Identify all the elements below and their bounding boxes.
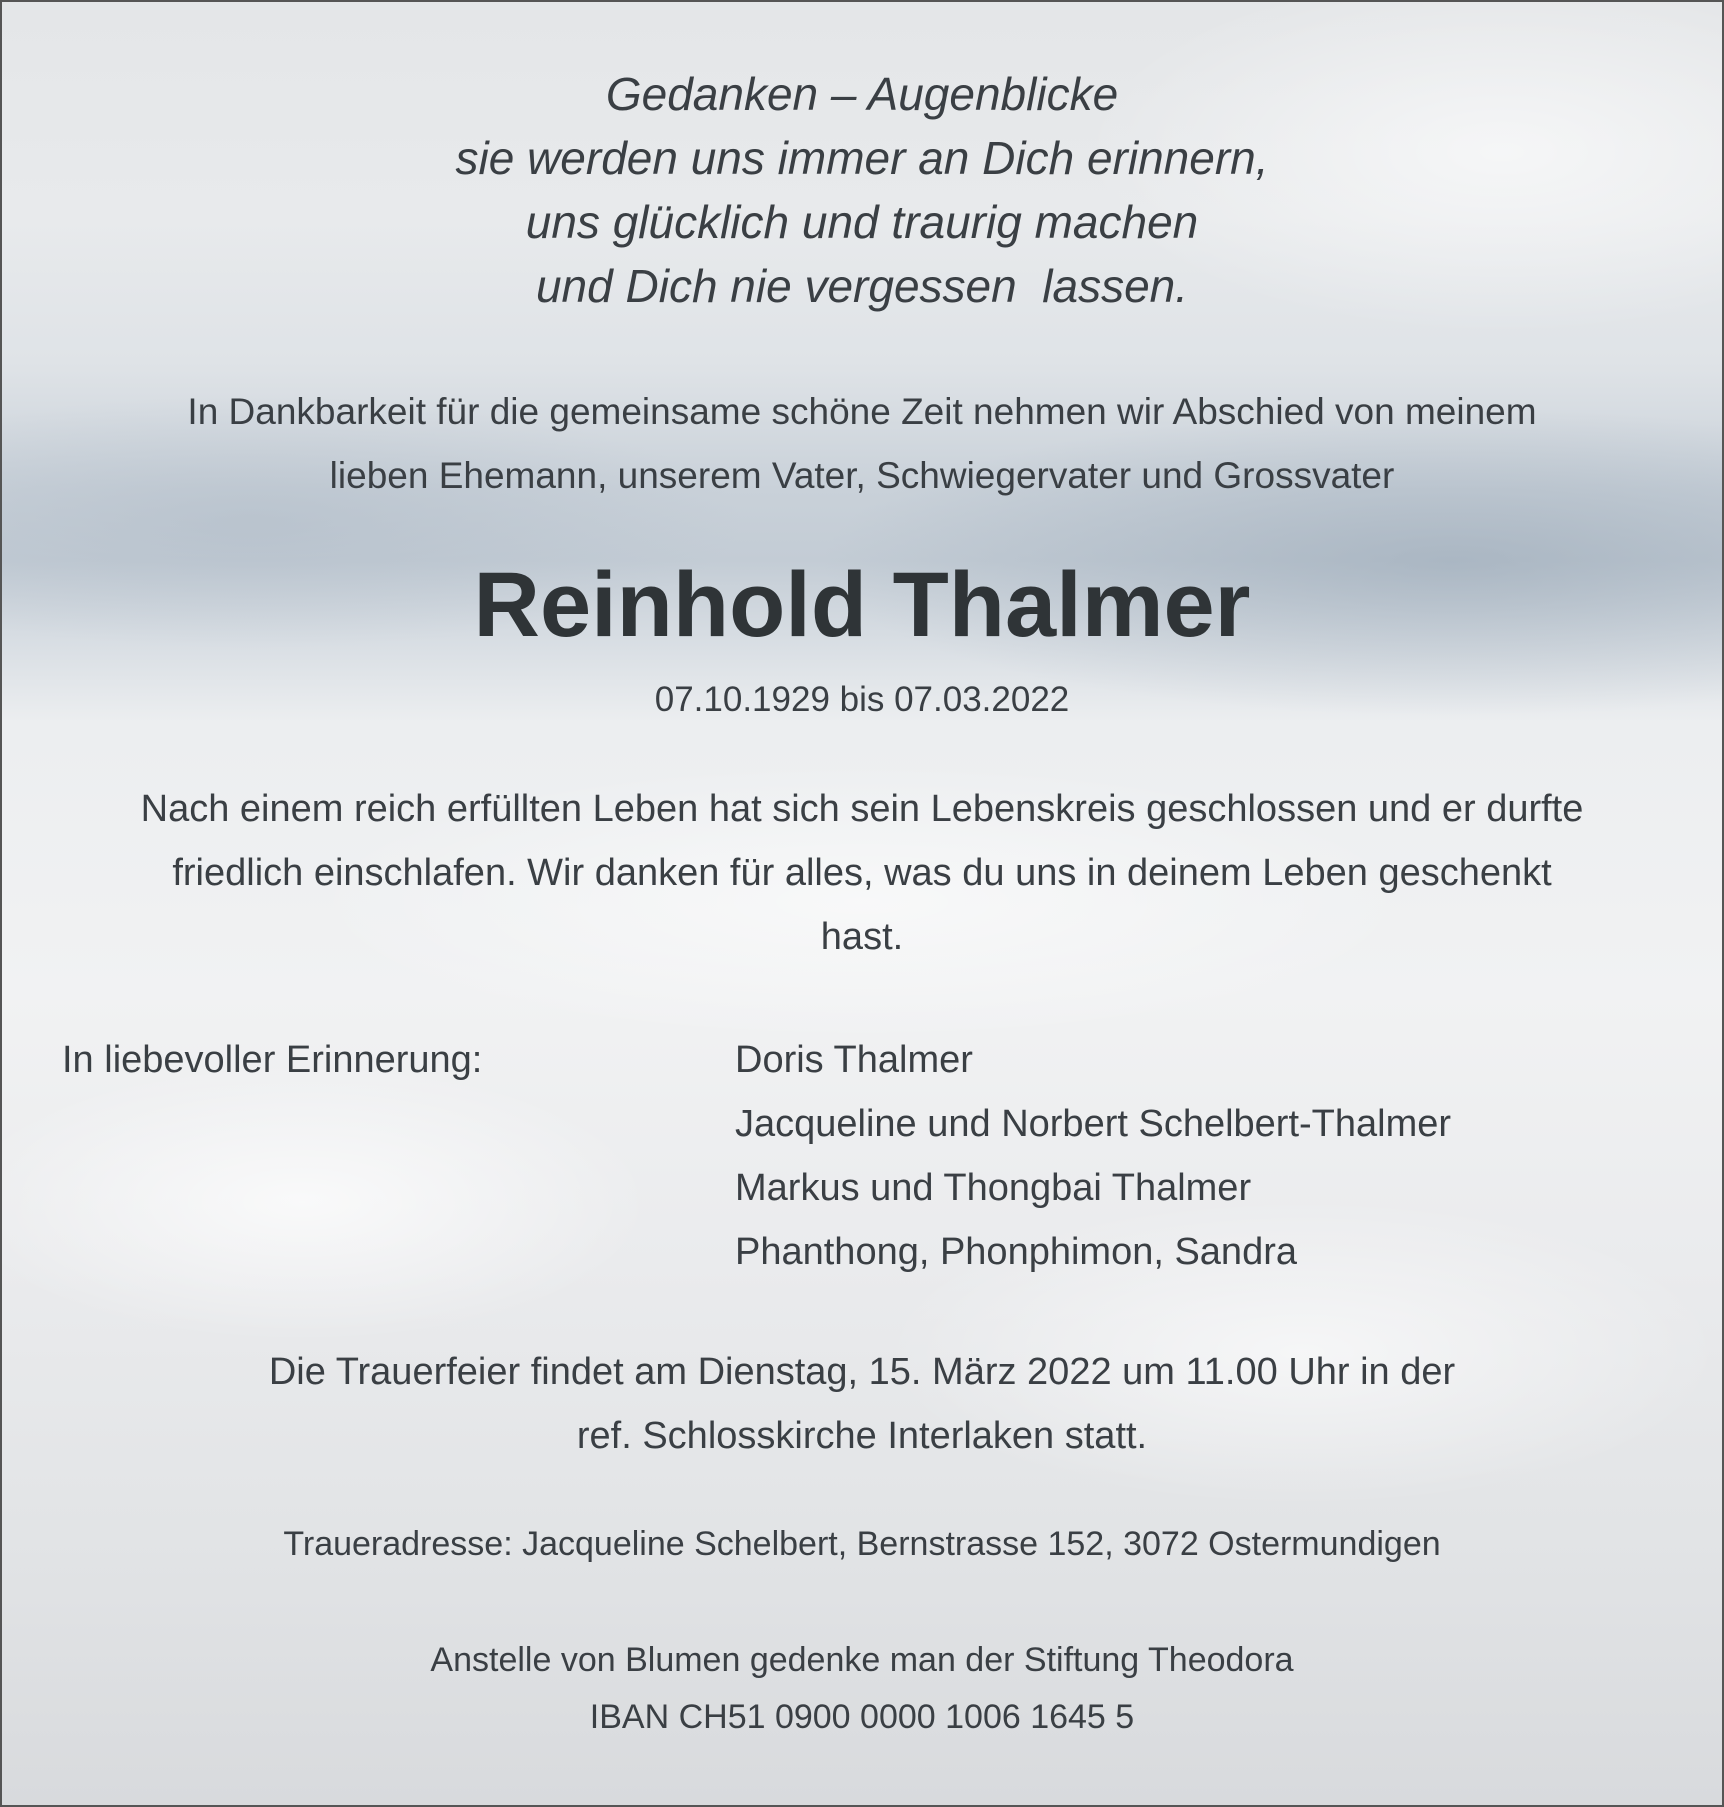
intro-line: In Dankbarkeit für die gemeinsame schöne Zeit nehmen wir Abschied von meinem — [187, 391, 1537, 432]
donation-info — [2, 1632, 1722, 1746]
tribute-line: Nach einem reich erfüllten Leben hat sich sein Lebenskreis geschlossen und er durfte — [140, 788, 1584, 830]
mourner-name: Markus und Thongbai Thalmer — [735, 1167, 1252, 1209]
deceased-name: Reinhold Thalmer — [473, 554, 1251, 656]
tribute-line: hast. — [820, 916, 904, 958]
mourners-list — [735, 1028, 1451, 1284]
service-line: Die Trauerfeier findet am Dienstag, 15. März 2022 um 11.00 Uhr in der — [268, 1351, 1456, 1393]
tribute-text — [42, 777, 1682, 969]
verse-line: Gedanken – Augenblicke — [605, 68, 1119, 120]
funeral-service-info — [2, 1340, 1722, 1468]
mourner-name: Phanthong, Phonphimon, Sandra — [735, 1231, 1297, 1273]
mourners-label: In liebevoller Erinnerung: — [62, 1039, 483, 1081]
verse-line: und Dich nie vergessen lassen. — [535, 260, 1189, 312]
donation-line: Anstelle von Blumen gedenke man der Stiftung Theodora — [430, 1641, 1294, 1679]
service-line: ref. Schlosskirche Interlaken statt. — [576, 1415, 1148, 1457]
memorial-verse — [2, 62, 1722, 318]
donation-line: IBAN CH51 0900 0000 1006 1645 5 — [589, 1698, 1135, 1736]
verse-line: sie werden uns immer an Dich erinnern, — [455, 132, 1269, 184]
mourner-name: Jacqueline und Norbert Schelbert-Thalmer — [735, 1103, 1452, 1145]
farewell-intro — [2, 380, 1722, 508]
mourning-address: Traueradresse: Jacqueline Schelbert, Bernstrasse 152, 3072 Ostermundigen — [283, 1525, 1441, 1563]
verse-line: uns glücklich und traurig machen — [525, 196, 1199, 248]
life-dates: 07.10.1929 bis 07.03.2022 — [654, 680, 1070, 719]
tribute-line: friedlich einschlafen. Wir danken für alles, was du uns in deinem Leben geschenkt — [172, 852, 1552, 894]
intro-line: lieben Ehemann, unserem Vater, Schwiegervater und Grossvater — [329, 455, 1395, 496]
mourner-name: Doris Thalmer — [735, 1039, 973, 1081]
